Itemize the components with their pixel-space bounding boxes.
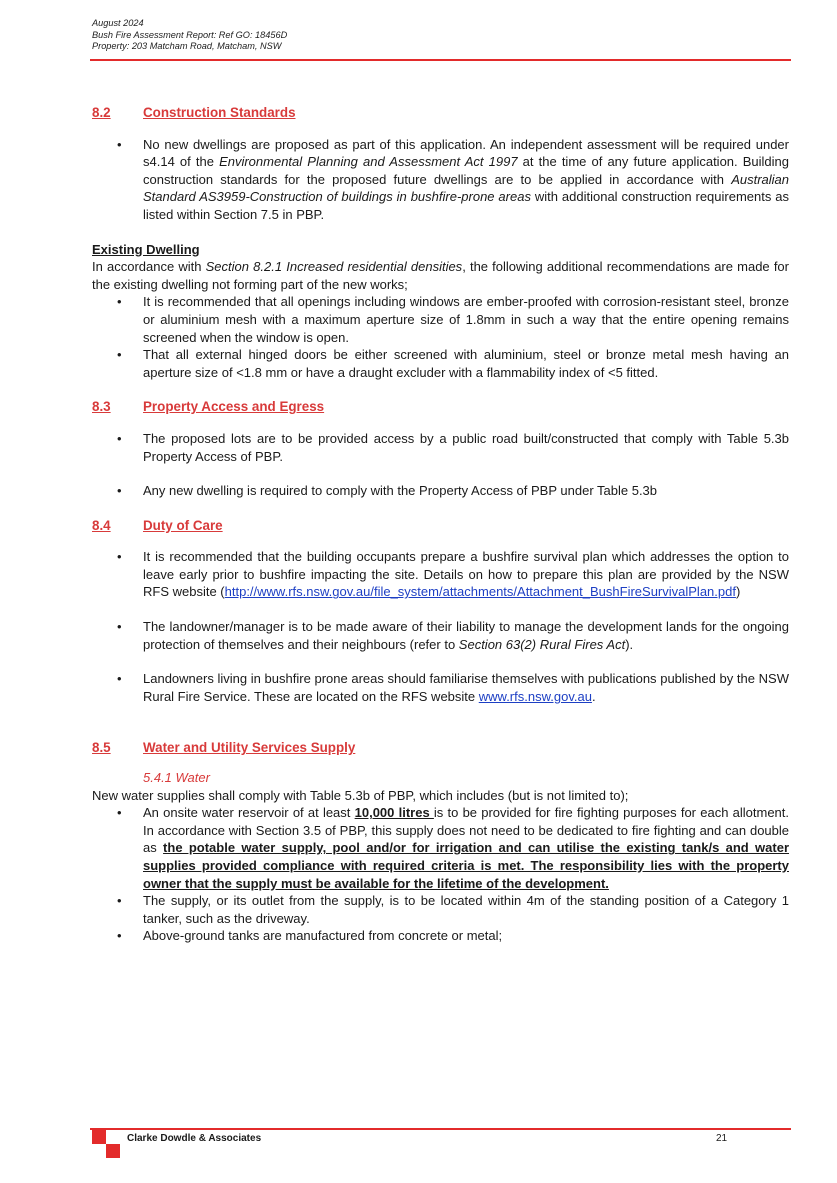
italic-run: Environmental Planning and Assessment Act 1997 xyxy=(219,154,518,170)
section-title: Construction Standards xyxy=(143,105,296,120)
footer-company: Clarke Dowdle & Associates xyxy=(127,1133,262,1144)
list-item: • The supply, or its outlet from the supply, is to be located within 4m of the standing position of a Category 1 tanker, such as the driveway. xyxy=(143,892,789,927)
header-property: Property: 203 Matcham Road, Matcham, NSW xyxy=(92,41,282,51)
text-run: , the following additional recommendations are made for the existing dwelling not forming part of the new works; xyxy=(92,259,789,292)
document-body xyxy=(92,104,789,945)
list-item: • The proposed lots are to be provided access by a public road built/constructed that comply with Table 5.3b Property Access of PBP. xyxy=(143,430,789,465)
header-report-ref: Bush Fire Assessment Report: Ref GO: 18456D xyxy=(92,29,288,40)
list-item xyxy=(143,804,789,892)
bullet-list xyxy=(92,293,789,381)
text-run: . xyxy=(591,688,596,704)
bold-run: 10,000 litres xyxy=(354,805,434,821)
list-item: • Above-ground tanks are manufactured from concrete or metal; xyxy=(143,927,789,945)
bullet-list xyxy=(92,430,789,500)
section-title: Duty of Care xyxy=(143,517,223,533)
section-heading-8-4 xyxy=(92,517,789,535)
paragraph: New water supplies shall comply with Table 5.3b of PBP, which includes (but is not limited to); xyxy=(92,787,629,803)
section-number: 8.4 xyxy=(92,517,111,533)
section-number: 8.2 xyxy=(92,105,111,120)
list-item xyxy=(143,136,789,224)
section-title: Water and Utility Services Supply xyxy=(143,740,356,756)
text-run: with additional construction requirements as listed within Section 7.5 in PBP. xyxy=(143,189,790,222)
bullet-list xyxy=(92,136,789,224)
text-run: An onsite water reservoir of at least xyxy=(143,805,355,821)
subsection-water: 5.4.1 Water xyxy=(143,770,210,786)
section-number: 8.5 xyxy=(92,740,111,756)
text-run: Landowners living in bushfire prone areas should familiarise themselves with publications published by the NSW Rural Fire Service. These are located on the RFS website xyxy=(143,671,789,704)
text-run: It is recommended that the building occupants prepare a bushfire survival plan which addresses the option to leave early prior to bushfire impacting the site. Details on how to prepare this plan are provided by the NSW RFS website ( xyxy=(143,549,789,600)
page-header xyxy=(92,18,792,53)
bullet-list xyxy=(92,548,789,705)
italic-run: Section 8.2.1 Increased residential densities xyxy=(205,259,463,275)
section-heading-8-5 xyxy=(92,739,789,757)
company-logo-icon xyxy=(92,1130,120,1158)
list-item xyxy=(143,618,789,653)
italic-run: Australian Standard AS3959-Construction of buildings in bushfire-prone areas xyxy=(143,171,789,205)
subheading-existing-dwelling: Existing Dwelling xyxy=(92,241,200,257)
list-item: • That all external hinged doors be either screened with aluminium, steel or bronze metal mesh having an aperture size of <1.8 mm or have a draught excluder with a flammability index of <5 fitted. xyxy=(143,346,789,381)
text-run: is to be provided for fire fighting purposes for each allotment. In accordance with Section 3.5 of PBP, this supply does not need to be dedicated to fire fighting and can double as xyxy=(143,805,790,856)
paragraph xyxy=(92,258,789,293)
header-date: August 2024 xyxy=(92,18,144,28)
survival-plan-link[interactable]: http://www.rfs.nsw.gov.au/file_system/attachments/Attachment_BushFireSurvivalPlan.pdf xyxy=(224,584,736,600)
footer-divider xyxy=(90,1128,791,1130)
list-item xyxy=(143,548,789,601)
section-title: Property Access and Egress xyxy=(143,399,325,415)
rfs-website-link[interactable]: www.rfs.nsw.gov.au xyxy=(478,688,592,704)
bullet-list xyxy=(92,804,789,945)
text-run: In accordance with xyxy=(92,259,206,275)
italic-run: Section 63(2) Rural Fires Act xyxy=(458,636,626,652)
text-run: The landowner/manager is to be made aware of their liability to manage the development lands for the ongoing protection of themselves and their neighbours (refer to xyxy=(143,619,789,652)
header-divider xyxy=(90,59,791,61)
list-item: • It is recommended that all openings including windows are ember-proofed with corrosion-resistant steel, bronze or aluminium mesh with a maximum aperture size of 1.8mm in such a way that the entire opening remains screened when the window is open. xyxy=(143,293,789,346)
text-run: at the time of any future application. Building construction standards for the proposed future dwellings are to be applied in accordance with xyxy=(143,154,790,187)
page-number: 21 xyxy=(716,1133,728,1144)
list-item xyxy=(143,670,789,705)
section-heading-8-2 xyxy=(92,104,789,122)
list-item: • Any new dwelling is required to comply with the Property Access of PBP under Table 5.3b xyxy=(143,482,789,500)
section-number: 8.3 xyxy=(92,399,111,415)
text-run: ) xyxy=(735,584,741,600)
text-run: No new dwellings are proposed as part of this application. An independent assessment will be required under s4.14 of the xyxy=(143,136,789,170)
text-run: ). xyxy=(625,636,634,652)
bold-run: the potable water supply, pool and/or for irrigation and can utilise the existing tank/s and water supplies provided compliance with required criteria is met. The responsibility lies with the property owner that the supply must be available for the lifetime of the development. xyxy=(143,840,790,891)
section-heading-8-3 xyxy=(92,398,789,416)
